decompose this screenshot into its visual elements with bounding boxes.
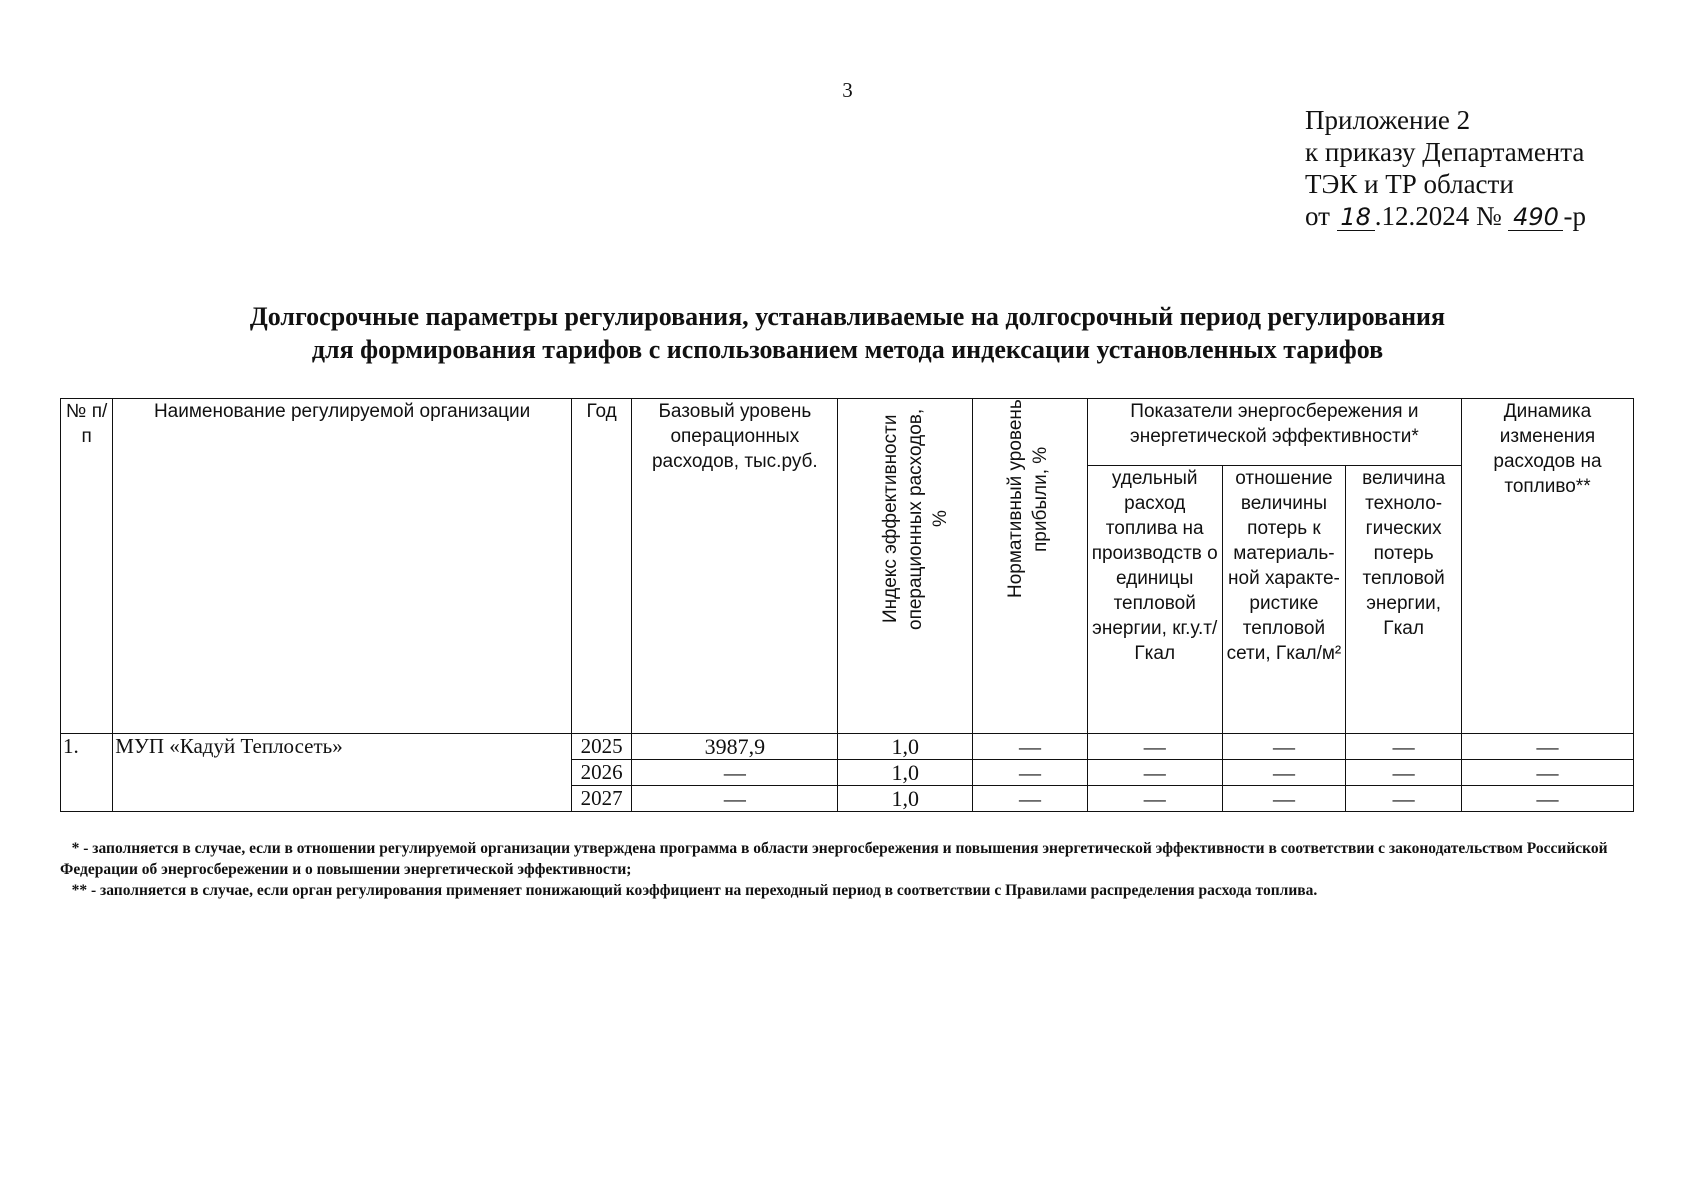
appendix-date-line: [1305, 200, 1586, 232]
table-row: [61, 734, 1634, 760]
appendix-line-1: Приложение 2: [1305, 105, 1471, 135]
fuel-dynamics-cell: —: [1461, 760, 1633, 786]
handwritten-order-number: 490: [1508, 204, 1563, 231]
date-prefix: от: [1305, 201, 1330, 231]
organization-name: МУП «Кадуй Теплосеть»: [113, 734, 572, 812]
footnote-1: [60, 838, 1640, 880]
order-suffix: -р: [1563, 201, 1586, 231]
profit-level-label: Нормативный уровень прибыли, %: [1005, 399, 1051, 599]
specific-fuel-cell: —: [1087, 760, 1222, 786]
footnote-2-text: - заполняется в случае, если орган регулирования применяет понижающий коэффициент на переходный период в соответствии с Правилами распределения расхода топлива.: [87, 882, 1318, 899]
loss-ratio-cell: —: [1222, 760, 1346, 786]
loss-ratio-cell: —: [1222, 734, 1346, 760]
footnote-1-text: - заполняется в случае, если в отношении регулируемой организации утверждена программа в области энергосбережения и повышения энергетической эффективности в соответствии с законодательством Российской Федерации об энергосбережении и о повышении энергетической эффективности;: [60, 840, 1608, 878]
header-profit-level: [973, 399, 1088, 734]
profit-level-cell: —: [973, 734, 1088, 760]
base-opex-cell: —: [632, 760, 838, 786]
title-line-1: Долгосрочные параметры регулирования, устанавливаемые на долгосрочный период регулирования: [249, 302, 1446, 331]
header-energy-saving-group: Показатели энергосбережения и энергетической эффективности*: [1087, 399, 1461, 466]
parameters-table: [60, 398, 1634, 812]
header-num: № п/п: [61, 399, 113, 734]
tech-losses-cell: —: [1346, 760, 1462, 786]
footnotes: [60, 838, 1640, 901]
document-title: [0, 300, 1695, 366]
appendix-block: [1305, 104, 1586, 232]
header-organization: Наименование регулируемой организации: [113, 399, 572, 734]
specific-fuel-cell: —: [1087, 786, 1222, 812]
efficiency-index-label: Индекс эффективности операционных расходов, %: [880, 408, 952, 630]
footnote-2-mark: **: [71, 882, 88, 899]
efficiency-index-cell: 1,0: [838, 734, 973, 760]
header-specific-fuel: удельный расход топлива на производств о единицы тепловой энергии, кг.у.т/Гкал: [1087, 466, 1222, 734]
tech-losses-cell: —: [1346, 734, 1462, 760]
title-line-2: для формирования тарифов с использованием метода индексации установленных тарифов: [311, 335, 1384, 364]
handwritten-day: 18: [1337, 204, 1375, 231]
date-rest: .12.2024 №: [1374, 201, 1502, 231]
base-opex-cell: —: [632, 786, 838, 812]
profit-level-cell: —: [973, 760, 1088, 786]
efficiency-index-cell: 1,0: [838, 786, 973, 812]
year-cell: 2026: [571, 760, 631, 786]
header-fuel-dynamics: Динамика изменения расходов на топливо**: [1461, 399, 1633, 734]
efficiency-index-cell: 1,0: [838, 760, 973, 786]
header-base-opex: Базовый уровень операционных расходов, тыс.руб.: [632, 399, 838, 734]
appendix-line-2: к приказу Департамента: [1305, 137, 1585, 167]
footnote-2: [60, 880, 1640, 901]
header-year: Год: [571, 399, 631, 734]
row-number: 1.: [61, 734, 113, 812]
fuel-dynamics-cell: —: [1461, 786, 1633, 812]
tech-losses-cell: —: [1346, 786, 1462, 812]
page-number: 3: [842, 78, 853, 102]
header-loss-ratio: отношение величины потерь к материаль-ной характе-ристике тепловой сети, Гкал/м²: [1222, 466, 1346, 734]
specific-fuel-cell: —: [1087, 734, 1222, 760]
loss-ratio-cell: —: [1222, 786, 1346, 812]
header-efficiency-index: [838, 399, 973, 734]
header-tech-losses: величина техноло-гических потерь тепловой энергии, Гкал: [1346, 466, 1462, 734]
profit-level-cell: —: [973, 786, 1088, 812]
fuel-dynamics-cell: —: [1461, 734, 1633, 760]
base-opex-cell: 3987,9: [632, 734, 838, 760]
year-cell: 2025: [571, 734, 631, 760]
footnote-1-mark: *: [71, 840, 80, 857]
appendix-line-3: ТЭК и ТР области: [1305, 169, 1514, 199]
year-cell: 2027: [571, 786, 631, 812]
